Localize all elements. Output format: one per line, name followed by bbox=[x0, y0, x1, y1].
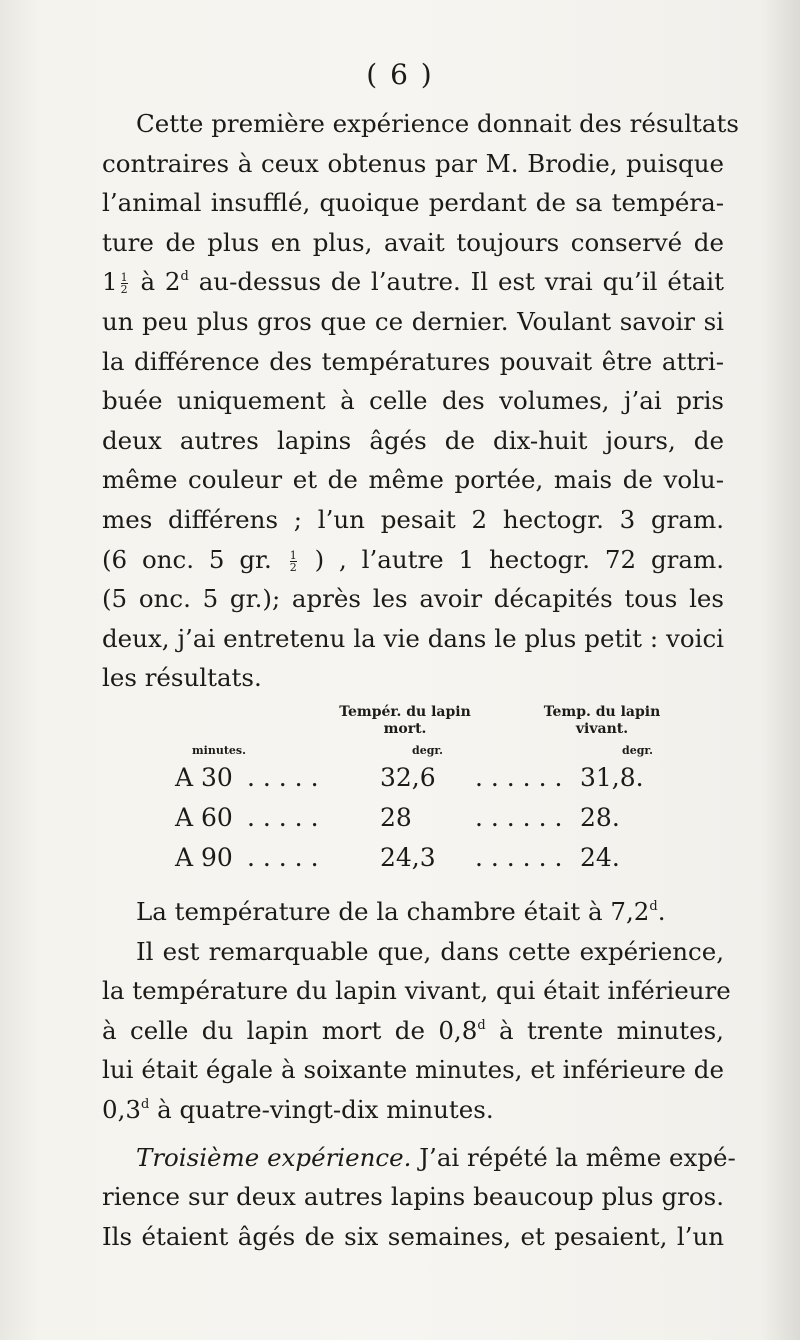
label-degrees-dead: degr. bbox=[412, 744, 443, 757]
live-temp-cell bbox=[580, 838, 620, 878]
paragraph-third-experiment bbox=[102, 1138, 736, 1257]
text-line: lui était égale à soixante minutes, et inférieure de bbox=[102, 1055, 724, 1085]
paragraph-room-temperature bbox=[102, 892, 724, 932]
text-line: mes différens ; l’un pesait 2 hectogr. 3 gram. bbox=[102, 504, 724, 534]
text-line: rience sur deux autres lapins beaucoup plus gros. bbox=[102, 1182, 724, 1212]
dead-temp-cell: 32,6 bbox=[380, 763, 436, 792]
text-line: Cette première expérience donnait des résultats bbox=[136, 109, 739, 138]
table-row bbox=[175, 838, 735, 878]
fraction-denominator: 2 bbox=[120, 283, 128, 297]
live-temp-cell bbox=[580, 798, 620, 838]
text-line-superscript bbox=[102, 1011, 724, 1051]
page-number: ( 6 ) bbox=[366, 58, 434, 91]
live-temp-value: 24 bbox=[580, 843, 612, 872]
text-fragment: à quatre-vingt-dix minutes. bbox=[157, 1094, 494, 1124]
degree-superscript: d bbox=[649, 899, 658, 914]
time-cell: A 60 bbox=[175, 803, 233, 832]
dead-temp-cell: 24,3 bbox=[380, 843, 436, 872]
text-fragment: à trente minutes, bbox=[499, 1015, 724, 1045]
section-title: Troisième expérience. bbox=[136, 1142, 412, 1172]
text-line-fraction bbox=[102, 262, 724, 302]
period: . bbox=[611, 843, 620, 872]
text-line: la température du lapin vivant, qui était inférieure bbox=[102, 976, 731, 1006]
dead-temp-cell: 28 bbox=[380, 803, 412, 832]
degree-superscript: d bbox=[140, 1096, 150, 1112]
text-line-superscript bbox=[102, 1090, 724, 1130]
period: . bbox=[657, 897, 666, 926]
fraction-numerator: 1 bbox=[289, 548, 297, 562]
text-line: (5 onc. 5 gr.); après les avoir décapités tous les bbox=[102, 584, 724, 614]
table-row bbox=[175, 798, 735, 838]
text-fragment: à 2 bbox=[140, 267, 181, 297]
fraction-whole: 1 bbox=[102, 267, 118, 297]
text-line: Ils étaient âgés de six semaines, et pesaient, l’un bbox=[102, 1221, 724, 1251]
text-line: la différence des températures pouvait être attri- bbox=[102, 346, 724, 376]
paragraph-remark bbox=[102, 932, 731, 1130]
live-temp-cell bbox=[580, 758, 644, 798]
table-header bbox=[102, 704, 724, 756]
text-fragment: 0,3 bbox=[102, 1094, 141, 1124]
degree-superscript: d bbox=[477, 1017, 486, 1033]
body-text bbox=[102, 104, 739, 698]
header-live-rabbit: Temp. du lapin vivant. bbox=[543, 704, 661, 737]
text-fragment: J’ai répété la même expé- bbox=[419, 1142, 736, 1172]
fraction-denominator: 2 bbox=[289, 560, 297, 574]
time-cell: A 90 bbox=[175, 843, 233, 872]
temperature-table bbox=[175, 758, 735, 878]
text-line: l’animal insufflé, quoique perdant de sa tempéra- bbox=[102, 188, 724, 218]
leader-dots: . . . . . bbox=[247, 763, 319, 792]
fraction-numerator: 1 bbox=[120, 271, 128, 285]
live-temp-value: 31,8 bbox=[580, 763, 636, 792]
degree-superscript: d bbox=[180, 269, 189, 285]
fraction-half bbox=[121, 272, 128, 295]
period: . bbox=[611, 803, 620, 832]
leader-dots: . . . . . . bbox=[475, 763, 563, 792]
text-fragment: au-dessus de l’autre. Il est vrai qu’il était bbox=[198, 267, 724, 297]
text-line: buée uniquement à celle des volumes, j’ai pris bbox=[102, 386, 724, 416]
leader-dots: . . . . . bbox=[247, 803, 319, 832]
text-line: même couleur et de même portée, mais de volu- bbox=[102, 465, 724, 495]
leader-dots: . . . . . . bbox=[475, 843, 563, 872]
text-line: Il est remarquable que, dans cette expérience, bbox=[136, 936, 724, 966]
text-line-fraction bbox=[102, 540, 724, 580]
paragraph-results-intro bbox=[102, 104, 739, 698]
label-degrees-live: degr. bbox=[622, 744, 653, 757]
text-line: deux, j’ai entretenu la vie dans le plus petit : voici bbox=[102, 623, 724, 653]
text-line: contraires à ceux obtenus par M. Brodie, puisque bbox=[102, 148, 724, 178]
text-line bbox=[102, 1138, 736, 1178]
time-cell: A 30 bbox=[175, 763, 233, 792]
fraction-half bbox=[290, 550, 297, 573]
text-line bbox=[102, 892, 724, 932]
text-line: un peu plus gros que ce dernier. Voulant savoir si bbox=[102, 306, 724, 336]
text-line: deux autres lapins âgés de dix-huit jours, de bbox=[102, 425, 724, 455]
text-fragment: à celle du lapin mort de 0,8 bbox=[102, 1015, 478, 1045]
text-fragment: La température de la chambre était à 7,2 bbox=[136, 897, 650, 926]
text-line: les résultats. bbox=[102, 663, 262, 693]
body-text-lower bbox=[102, 892, 736, 1256]
leader-dots: . . . . . . bbox=[475, 803, 563, 832]
live-temp-value: 28 bbox=[580, 803, 612, 832]
table-row bbox=[175, 758, 735, 798]
leader-dots: . . . . . bbox=[247, 843, 319, 872]
period: . bbox=[635, 763, 644, 792]
text-fragment: (6 onc. 5 gr. bbox=[102, 544, 272, 574]
text-fragment: ) , l’autre 1 hectogr. 72 gram. bbox=[314, 544, 724, 574]
header-dead-rabbit: Tempér. du lapin mort. bbox=[339, 704, 471, 737]
label-minutes: minutes. bbox=[192, 744, 246, 757]
text-line: ture de plus en plus, avait toujours conservé de bbox=[102, 227, 724, 257]
